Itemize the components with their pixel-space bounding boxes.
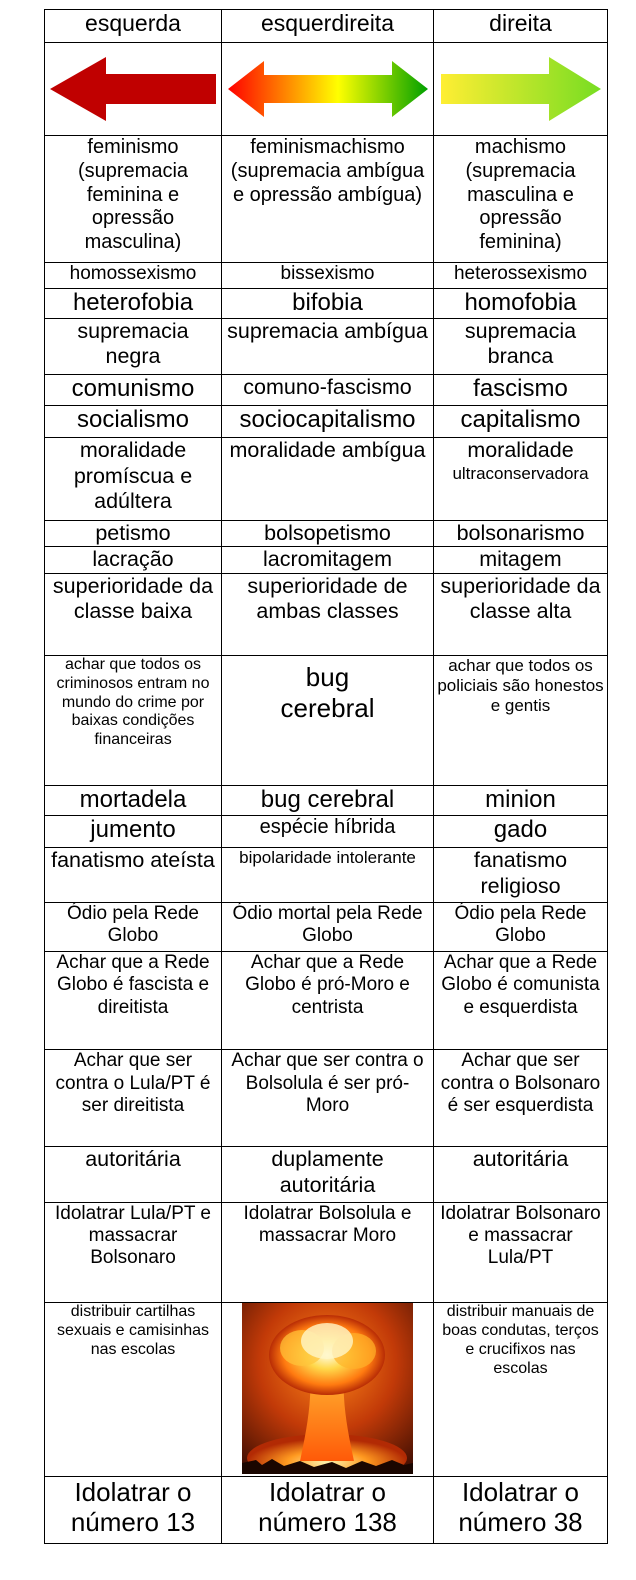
- cell-center: Achar que a Rede Globo é pró-Moro e centrista: [222, 951, 434, 1049]
- cell-right: Ódio pela Rede Globo: [434, 902, 608, 951]
- cell-right: achar que todos os policiais são honestos e gentis: [434, 655, 608, 785]
- cell-center: feminismachismo (supremacia ambígua e opressão ambígua): [222, 136, 434, 262]
- right-arrow-cell: [434, 43, 608, 136]
- left-arrow-icon: [48, 54, 218, 124]
- cell-left: distribuir cartilhas sexuais e camisinhas nas escolas: [45, 1303, 222, 1477]
- cell-left: lacração: [45, 547, 222, 573]
- cell-right: autoritária: [434, 1147, 608, 1202]
- cell-right: capitalismo: [434, 406, 608, 438]
- cell-center: comuno-fascismo: [222, 375, 434, 406]
- cell-right-line2: ultraconservadora: [452, 463, 589, 483]
- header-center: esquerdireita: [222, 10, 434, 43]
- cell-right: [434, 438, 608, 520]
- cell-left: mortadela: [45, 786, 222, 816]
- cell-right: supremacia branca: [434, 319, 608, 375]
- table-row: [45, 547, 608, 573]
- double-arrow-icon: [226, 59, 430, 119]
- table-row: [45, 319, 608, 375]
- cell-right: fascismo: [434, 375, 608, 406]
- cell-left: superioridade da classe baixa: [45, 573, 222, 655]
- cell-right-line1: moralidade: [467, 438, 574, 463]
- table-row: [45, 520, 608, 546]
- cell-left: autoritária: [45, 1147, 222, 1202]
- cell-center: Ódio mortal pela Rede Globo: [222, 902, 434, 951]
- header-left: esquerda: [45, 10, 222, 43]
- cell-left: Ódio pela Rede Globo: [45, 902, 222, 951]
- cell-center: Idolatrar o número 138: [222, 1476, 434, 1543]
- table-row: [45, 902, 608, 951]
- nuclear-explosion-image: [242, 1303, 413, 1474]
- cell-left: supremacia negra: [45, 319, 222, 375]
- cell-left: Achar que ser contra o Lula/PT é ser direitista: [45, 1050, 222, 1147]
- cell-center: espécie híbrida: [222, 816, 434, 848]
- table-row: [45, 288, 608, 318]
- cell-center: Achar que ser contra o Bolsolula é ser pró-Moro: [222, 1050, 434, 1147]
- cell-right: superioridade da classe alta: [434, 573, 608, 655]
- cell-left: fanatismo ateísta: [45, 848, 222, 902]
- table-row: [45, 375, 608, 406]
- table-row: [45, 786, 608, 816]
- left-arrow-cell: [45, 43, 222, 136]
- cell-left: feminismo (supremacia feminina e opressão masculina): [45, 136, 222, 262]
- cell-right: bolsonarismo: [434, 520, 608, 546]
- table-row: [45, 816, 608, 848]
- cell-right: Idolatrar o número 38: [434, 1476, 608, 1543]
- cell-center: bug cerebral: [222, 786, 434, 816]
- cell-left: moralidade promíscua e adúltera: [45, 438, 222, 520]
- cell-right: Idolatrar Bolsonaro e massacrar Lula/PT: [434, 1202, 608, 1302]
- cell-center: sociocapitalismo: [222, 406, 434, 438]
- cell-right: fanatismo religioso: [434, 848, 608, 902]
- cell-center: lacromitagem: [222, 547, 434, 573]
- cell-center-line2: cerebral: [280, 692, 375, 723]
- header-right: direita: [434, 10, 608, 43]
- table-row: [45, 1202, 608, 1302]
- cell-center: bolsopetismo: [222, 520, 434, 546]
- table-row: [45, 655, 608, 785]
- cell-left: heterofobia: [45, 288, 222, 318]
- table-row: [45, 1147, 608, 1202]
- table-row: [45, 136, 608, 262]
- cell-center: duplamente autoritária: [222, 1147, 434, 1202]
- table-row: [45, 438, 608, 520]
- cell-right: mitagem: [434, 547, 608, 573]
- cell-center: superioridade de ambas classes: [222, 573, 434, 655]
- table-row: [45, 1476, 608, 1543]
- cell-left: homossexismo: [45, 262, 222, 288]
- cell-center-line1: bug: [305, 661, 350, 692]
- cell-left: Idolatrar Lula/PT e massacrar Bolsonaro: [45, 1202, 222, 1302]
- right-arrow-icon: [439, 54, 603, 124]
- table-row: [45, 848, 608, 902]
- table-row: [45, 262, 608, 288]
- comparison-table: [44, 9, 608, 1544]
- cell-left: Achar que a Rede Globo é fascista e direitista: [45, 951, 222, 1049]
- cell-center: [222, 655, 434, 785]
- table-row: [45, 573, 608, 655]
- cell-left: petismo: [45, 520, 222, 546]
- cell-right: machismo (supremacia masculina e opressão feminina): [434, 136, 608, 262]
- cell-right: Achar que a Rede Globo é comunista e esquerdista: [434, 951, 608, 1049]
- nuclear-explosion-cell: [222, 1303, 434, 1477]
- table-row: [45, 1050, 608, 1147]
- table-row: [45, 951, 608, 1049]
- cell-right: heterossexismo: [434, 262, 608, 288]
- cell-left: comunismo: [45, 375, 222, 406]
- table-row: [45, 1303, 608, 1477]
- header-row: [45, 10, 608, 43]
- cell-left: Idolatrar o número 13: [45, 1476, 222, 1543]
- cell-center: bifobia: [222, 288, 434, 318]
- cell-right: gado: [434, 816, 608, 848]
- cell-right: Achar que ser contra o Bolsonaro é ser esquerdista: [434, 1050, 608, 1147]
- cell-center: bissexismo: [222, 262, 434, 288]
- cell-center: supremacia ambígua: [222, 319, 434, 375]
- cell-right: homofobia: [434, 288, 608, 318]
- cell-center: moralidade ambígua: [222, 438, 434, 520]
- arrow-row: [45, 43, 608, 136]
- cell-left: jumento: [45, 816, 222, 848]
- cell-center: bipolaridade intolerante: [222, 848, 434, 902]
- cell-center: Idolatrar Bolsolula e massacrar Moro: [222, 1202, 434, 1302]
- cell-left: socialismo: [45, 406, 222, 438]
- cell-right: minion: [434, 786, 608, 816]
- cell-right: distribuir manuais de boas condutas, terços e crucifixos nas escolas: [434, 1303, 608, 1477]
- double-arrow-cell: [222, 43, 434, 136]
- cell-left: achar que todos os criminosos entram no mundo do crime por baixas condições financeiras: [45, 655, 222, 785]
- table-row: [45, 406, 608, 438]
